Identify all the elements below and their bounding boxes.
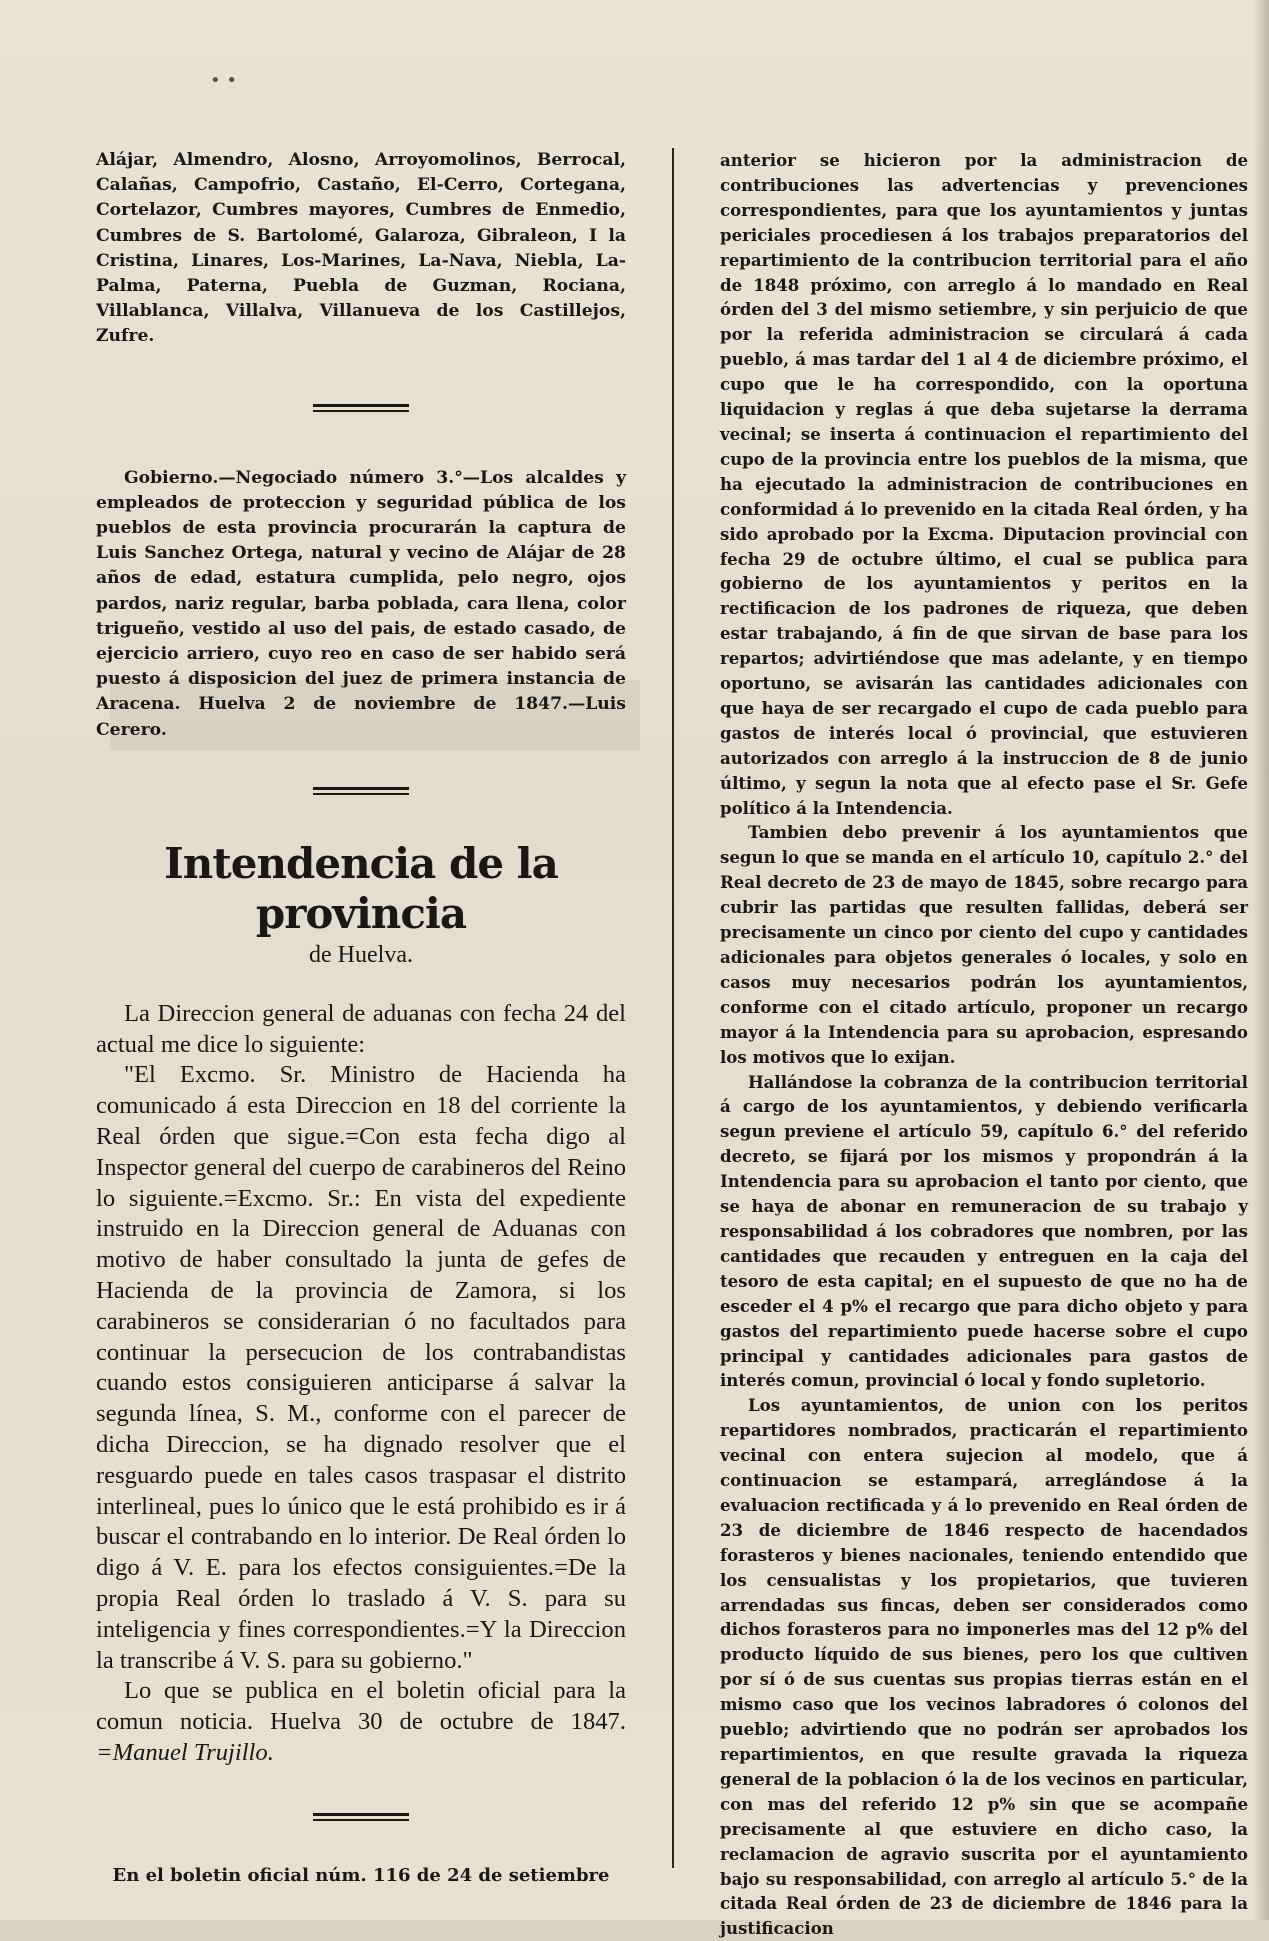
aduanas-publication: Lo que se publica en el boletin oficial para la comun noticia. Huelva 30 de octubre de 1847. =Manuel Trujillo. <box>96 1677 626 1766</box>
footer-line: En el boletin oficial núm. 116 de 24 de setiembre <box>112 1864 610 1886</box>
section-heading: Intendencia de la provincia <box>164 838 558 938</box>
left-column <box>96 148 626 1886</box>
section-divider-2 <box>313 787 409 795</box>
right-paragraph-4: Los ayuntamientos, de union con los peritos repartidores nombrados, practicarán el repartimiento vecinal con entera sujecion al modelo, que á continuacion se estampará, arreglándose á la evaluacion rectificada y á lo prevenido en Real órden de 23 de diciembre de 1846 respecto de hacendados forasteros y bienes nacionales, teniendo entendido que los censualistas y los propietarios, que tuvieren arrendadas sus fincas, deben ser considerados como dichos forasteros para no imponerles mas del 12 p% del producto líquido de sus bienes, pero los que cultiven por sí ó de sus cuentas sus propias tierras están en el mismo caso que los vecinos labradores ó colonos del pueblo; advirtiendo que no podrán ser aprobados los repartimientos, en que resulte gravada la riqueza general de la poblacion ó la de los vecinos en particular, con mas del referido 12 p% sin que se acompañe precisamente al que estuviere en dicho caso, la reclamacion de agravio suscrita por el ayuntamiento bajo su responsabilidad, con arreglo al artículo 5.° de la citada Real órden de 23 de diciembre de 1846 para la justificacion <box>720 1395 1248 1939</box>
column-divider <box>672 148 674 1868</box>
right-paragraph-1: anterior se hicieron por la administracion de contribuciones las advertencias y prevenciones correspondientes, para que los ayuntamientos y juntas periciales procediesen á los trabajos preparatorios del repartimiento de la contribucion territorial para el año de 1848 próximo, con arreglo á lo mandado en Real órden del 3 del mismo setiembre, y sin perjuicio de que por la referida administracion se circulará á cada pueblo, á mas tardar del 1 al 4 de diciembre próximo, el cupo que le ha correspondido, con la oportuna liquidacion y reglas á que deba sujetarse la derrama vecinal; se inserta á continuacion el repartimiento del cupo de la provincia entre los pueblos de la misma, que ha ejecutado la administracion de contribuciones en conformidad á lo prevenido en la citada Real órden, y ha sido aprobado por la Excma. Diputacion provincial con fecha 29 de octubre último, el cual se publica para gobierno de los ayuntamientos y peritos en la rectificacion de los padrones de riqueza, que deben estar trabajando, á fin de que sirvan de base para los repartos; advirtiéndose que mas adelante, y en tiempo oportuno, se avisarán las cantidades adicionales con que haya de ser recargado el cupo de cada pueblo para gastos de interés local ó provincial, que estuvieren autorizados con arreglo á la instruccion de 8 de junio último, y segun la nota que al efecto pase el Sr. Gefe político á la Intendencia. <box>720 150 1248 818</box>
right-column <box>720 148 1248 1941</box>
right-paragraph-3: Hallándose la cobranza de la contribucion territorial á cargo de los ayuntamientos, y debiendo verificarla segun previene el artículo 59, capítulo 6.° del referido decreto, se fijará por los mismos y propondrán á la Intendencia para su aprobacion el tanto por ciento, que se haya de abonar en remuneracion de su trabajo y responsabilidad á los cobradores que nombren, por las cantidades que recauden y entreguen en la caja del tesoro de esta capital; en el supuesto de que no ha de esceder el 4 p% el recargo que para dicho objeto y para gastos del repartimiento puede hacerse sobre el cupo principal y cantidades adicionales para gastos de interés comun, provincial ó local y fondo supletorio. <box>720 1071 1248 1391</box>
page-marks: • • <box>210 70 237 91</box>
section-subheading: de Huelva. <box>309 941 413 968</box>
right-paragraph-2: Tambien debo prevenir á los ayuntamientos que segun lo que se manda en el artículo 10, capítulo 2.° del Real decreto de 23 de mayo de 1845, sobre recargo para cubrir las partidas que resulten fallidas, deberá ser precisamente un cinco por ciento del cupo y cantidades adicionales para objetos generales ó locales, y solo en casos muy necesarios podrán los ayuntamientos, conforme con el citado artículo, proponer un recargo mayor á la Intendencia para su aprobacion, espresando los motivos que lo exijan. <box>720 822 1248 1067</box>
aduanas-intro: La Direccion general de aduanas con fecha 24 del actual me dice lo siguiente: <box>96 999 626 1058</box>
signature-trujillo: =Manuel Trujillo. <box>96 1738 274 1766</box>
aduanas-quote: "El Excmo. Sr. Ministro de Hacienda ha comunicado á esta Direccion en 18 del corriente la Real órden que sigue.=Con esta fecha digo al Inspector general del cuerpo de carabineros del Reino lo siguiente.=Excmo. Sr.: En vista del expediente instruido en la Direccion general de Aduanas con motivo de haber consultado la junta de gefes de Hacienda de la provincia de Zamora, si los carabineros se considerarian ó no facultados para continuar la persecucion de los contrabandistas cuando estos consiguieren anticiparse á salvar la segunda línea, S. M., conforme con el parecer de dicha Direccion, se ha dignado resolver que el resguardo puede en tales casos traspasar el distrito interlineal, pues lo único que le está prohibido es ir á buscar el contrabando en lo interior. De Real órden lo digo á V. E. para los efectos consiguientes.=De la propia Real órden lo traslado á V. S. para su inteligencia y fines correspondientes.=Y la Direccion la transcribe á V. S. para su gobierno." <box>96 1061 626 1674</box>
notice-gobierno: Gobierno.—Negociado número 3.°—Los alcaldes y empleados de proteccion y seguridad pública de los pueblos de esta provincia procurarán la captura de Luis Sanchez Ortega, natural y vecino de Alájar de 28 años de edad, estatura cumplida, pelo negro, ojos pardos, nariz regular, barba poblada, cara llena, color trigueño, vestido al uso del pais, de estado casado, de ejercicio arriero, cuyo reo en caso de ser habido será puesto á disposicion del juez de primera instancia de Aracena. Huelva 2 de noviembre de 1847.—Luis Cerero. <box>96 467 626 740</box>
section-divider-3 <box>313 1813 409 1821</box>
towns-list: Alájar, Almendro, Alosno, Arroyomolinos, Berrocal, Calañas, Campofrio, Castaño, El-Cerro, Cortegana, Cortelazor, Cumbres mayores, Cumbres de Enmedio, Cumbres de S. Bartolomé, Galaroza, Gibraleon, I la Cristina, Linares, Los-Marines, La-Nava, Niebla, La-Palma, Paterna, Puebla de Guzman, Rociana, Villablanca, Villalva, Villanueva de los Castillejos, Zufre. <box>96 150 626 347</box>
page-edge-shadow <box>1253 0 1269 1920</box>
section-divider-1 <box>313 404 409 412</box>
